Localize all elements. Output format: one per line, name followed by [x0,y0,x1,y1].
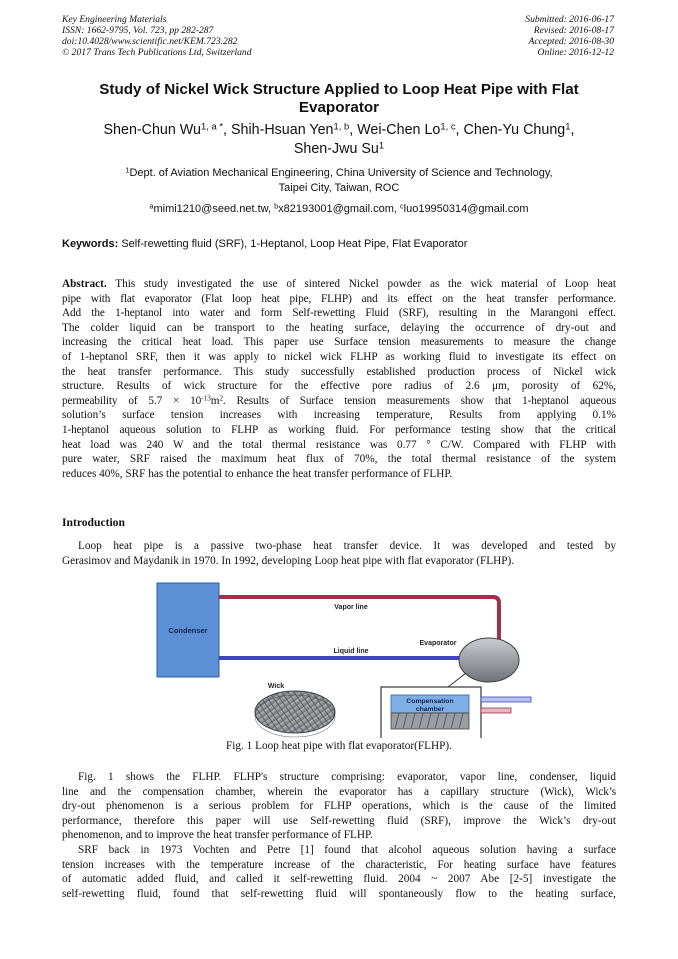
abstract-text: permeability of 5.7 × 10 [62,394,202,407]
email-link[interactable]: mimi1210@seed.net.tw [153,203,268,215]
intro-paragraph [62,539,616,568]
condenser-label: Condenser [168,626,208,635]
chamber-liquid-port [481,697,531,702]
body-line: SRF back in 1973 Vochten and Petre [1] found that alcohol aqueous solution having a surface [78,844,616,856]
abstract-line: The colder liquid can be transport to the heating surface, delaying the occurrence of dry-out and [62,321,616,334]
figure-1-caption: Fig. 1 Loop heat pipe with flat evaporator(FLHP). [226,740,452,752]
section-heading-introduction: Introduction [62,516,125,529]
author-name: Chen-Yu Chung [463,122,566,138]
abstract-line: 1-heptanol aqueous solution to FLHP as working fluid. For performance testing show that the critical [62,423,616,436]
author-name: Wei-Chen Lo [357,122,441,138]
keywords-text: Self-rewetting fluid (SRF), 1-Heptanol, Loop Heat Pipe, Flat Evaporator [121,238,468,250]
email-sup: a [149,201,154,211]
author-list [62,121,616,159]
body-paragraph-2 [62,843,616,901]
abstract-text: . Results of Surface tension measurements show that 1-heptanol aqueous [222,394,616,407]
exponent: 2 [219,393,223,403]
author-sep: , [223,122,231,138]
author-sup: 1 [565,120,571,132]
abstract-line [62,277,616,292]
detail-arrow [448,673,466,687]
email-sep: , [267,203,275,215]
journal-info [62,14,252,58]
title-line-2: Evaporator [298,99,380,116]
affiliation [62,166,616,196]
author-line-2 [62,140,616,159]
author-sup: 1, c [440,120,456,132]
journal-name: Key Engineering Materials [62,14,167,25]
body-line: Fig. 1 shows the FLHP. FLHP's structure comprising: evaporator, vapor line, condenser, liquid [78,771,616,783]
author-line-1 [62,121,616,140]
affiliation-line-2: Taipei City, Taiwan, ROC [278,182,400,194]
affiliation-line-1 [62,166,616,181]
abstract-line: pipe with flat evaporator (Flat loop heat pipe, FLHP) and its effect on the heat transfer performance. [62,292,616,305]
body-paragraph-1 [62,770,616,843]
abstract-line: increasing the critical heat load. This paper use Surface tension measurements to measure the change [62,336,616,349]
body-line: phenomenon, and to improve the heat transfer performance of FLHP. [62,829,373,842]
evaporator-label: Evaporator [419,640,457,647]
abstract-text: m [210,394,220,407]
doi: doi:10.4028/www.scientific.net/KEM.723.282 [62,36,238,47]
email-sup: b [274,201,279,211]
compensation-label-1: Compensation [406,698,454,705]
revised-date: Revised: 2016-08-17 [533,25,614,36]
figure-1-diagram [155,573,535,738]
intro-line: Loop heat pipe is a passive two-phase heat transfer device. It was developed and tested by [78,540,616,552]
evaporator [459,638,519,682]
online-date: Online: 2016-12-12 [537,47,614,58]
abstract-label: Abstract. [62,278,107,290]
abstract-line: solution’s surface tension increases with increasing temperature, Results from applying 0.1% [62,409,616,422]
author-name: Shih-Hsuan Yen [230,122,334,138]
email-sup: c [400,201,404,211]
abstract-text: This study investigated the use of sintered Nickel powder as the wick material of Loop heat [115,278,616,290]
body-line: line and the compensation chamber, wherein the evaporator has a capillary structure (Wick), Wick’s [62,785,616,798]
dates-info [525,14,614,58]
abstract-line: pure water, SRF raised the maximum heat flux of 70%, the total thermal resistance of the system [62,453,616,466]
paper-title [62,81,616,117]
wick-label: Wick [267,683,285,690]
liquid-line-label: Liquid line [333,648,369,655]
author-sep: , [349,122,358,138]
email-link[interactable]: luo19950314@gmail.com [403,203,529,215]
body-line: performance, therefore this paper will use Self-rewetting fluid (SRF), improve the Wick’s dry-out [62,814,616,827]
author-name: Shen-Jwu Su [293,141,379,157]
title-line-1: Study of Nickel Wick Structure Applied to Loop Heat Pipe with Flat [99,81,579,98]
abstract-line: Add the 1-heptanol into water and form Self-rewetting Fluid (SRF), resulting in the Marangoni effect. [62,307,616,320]
abstract-line: structure. Results of wick structure for the effective pore radius of 2.6 μm, porosity of 62%, [62,380,616,393]
abstract-line [62,394,616,409]
author-sep: , [455,122,464,138]
keywords-label: Keywords: [62,238,119,250]
author-sup: 1, b [333,120,350,132]
abstract-line: the heat transfer performance. This study successfully established production process of Nickel wick [62,365,616,378]
body-line: of automatic added fluid, and called it self-rewetting fluid. 2004 ~ 2007 Abe [2-5] investigate the [62,873,616,886]
author-emails [62,203,616,215]
submitted-date: Submitted: 2016-06-17 [525,14,614,25]
issn: ISSN: 1662-9795, Vol. 723, pp 282-287 [62,25,214,36]
copyright: © 2017 Trans Tech Publications Ltd, Switzerland [62,47,252,58]
intro-line: Gerasimov and Maydanik in 1970. In 1992, developing Loop heat pipe with flat evaporator (FLHP). [62,554,515,567]
abstract-line: reduces 40%, SRF has the potential to enhance the heat transfer performance of FLHP. [62,467,453,480]
keywords [62,238,467,250]
abstract [62,277,616,481]
author-sep: , [570,122,575,138]
wick-disc [255,691,335,733]
compensation-label-2: chamber [415,706,445,713]
author-sup: 1, a * [201,120,223,132]
abstract-line: heat load was 240 W and the total thermal resistance was 0.77 ° C/W. Compared with FLHP with [62,438,616,451]
abstract-line: of 1-heptanol SRF, then it was apply to nickel wick FLHP as working fluid to investigate its effect on [62,350,616,363]
author-sup: 1 [378,139,385,151]
body-line: self-rewetting fluid, found that self-rewetting fluid will spontaneously flow to the heating surface, [62,887,616,900]
affiliation-text: Dept. of Aviation Mechanical Engineering, China University of Science and Technology, [129,167,553,179]
author-name: Shen-Chun Wu [103,122,201,138]
chamber-vapor-port [481,708,511,713]
email-sep: , [393,203,401,215]
vapor-line-label: Vapor line [334,604,368,611]
exponent: -13 [201,393,211,403]
affiliation-sup: 1 [125,165,130,175]
body-line: tension increases with the temperature increase of the characteristic, For heating surface have features [62,858,616,871]
body-line: dry-out phenomenon is a serious problem for FLHP operations, which is the cause of the limited [62,800,616,813]
email-link[interactable]: x82193001@gmail.com [278,203,394,215]
accepted-date: Accepted: 2016-08-30 [528,36,614,47]
